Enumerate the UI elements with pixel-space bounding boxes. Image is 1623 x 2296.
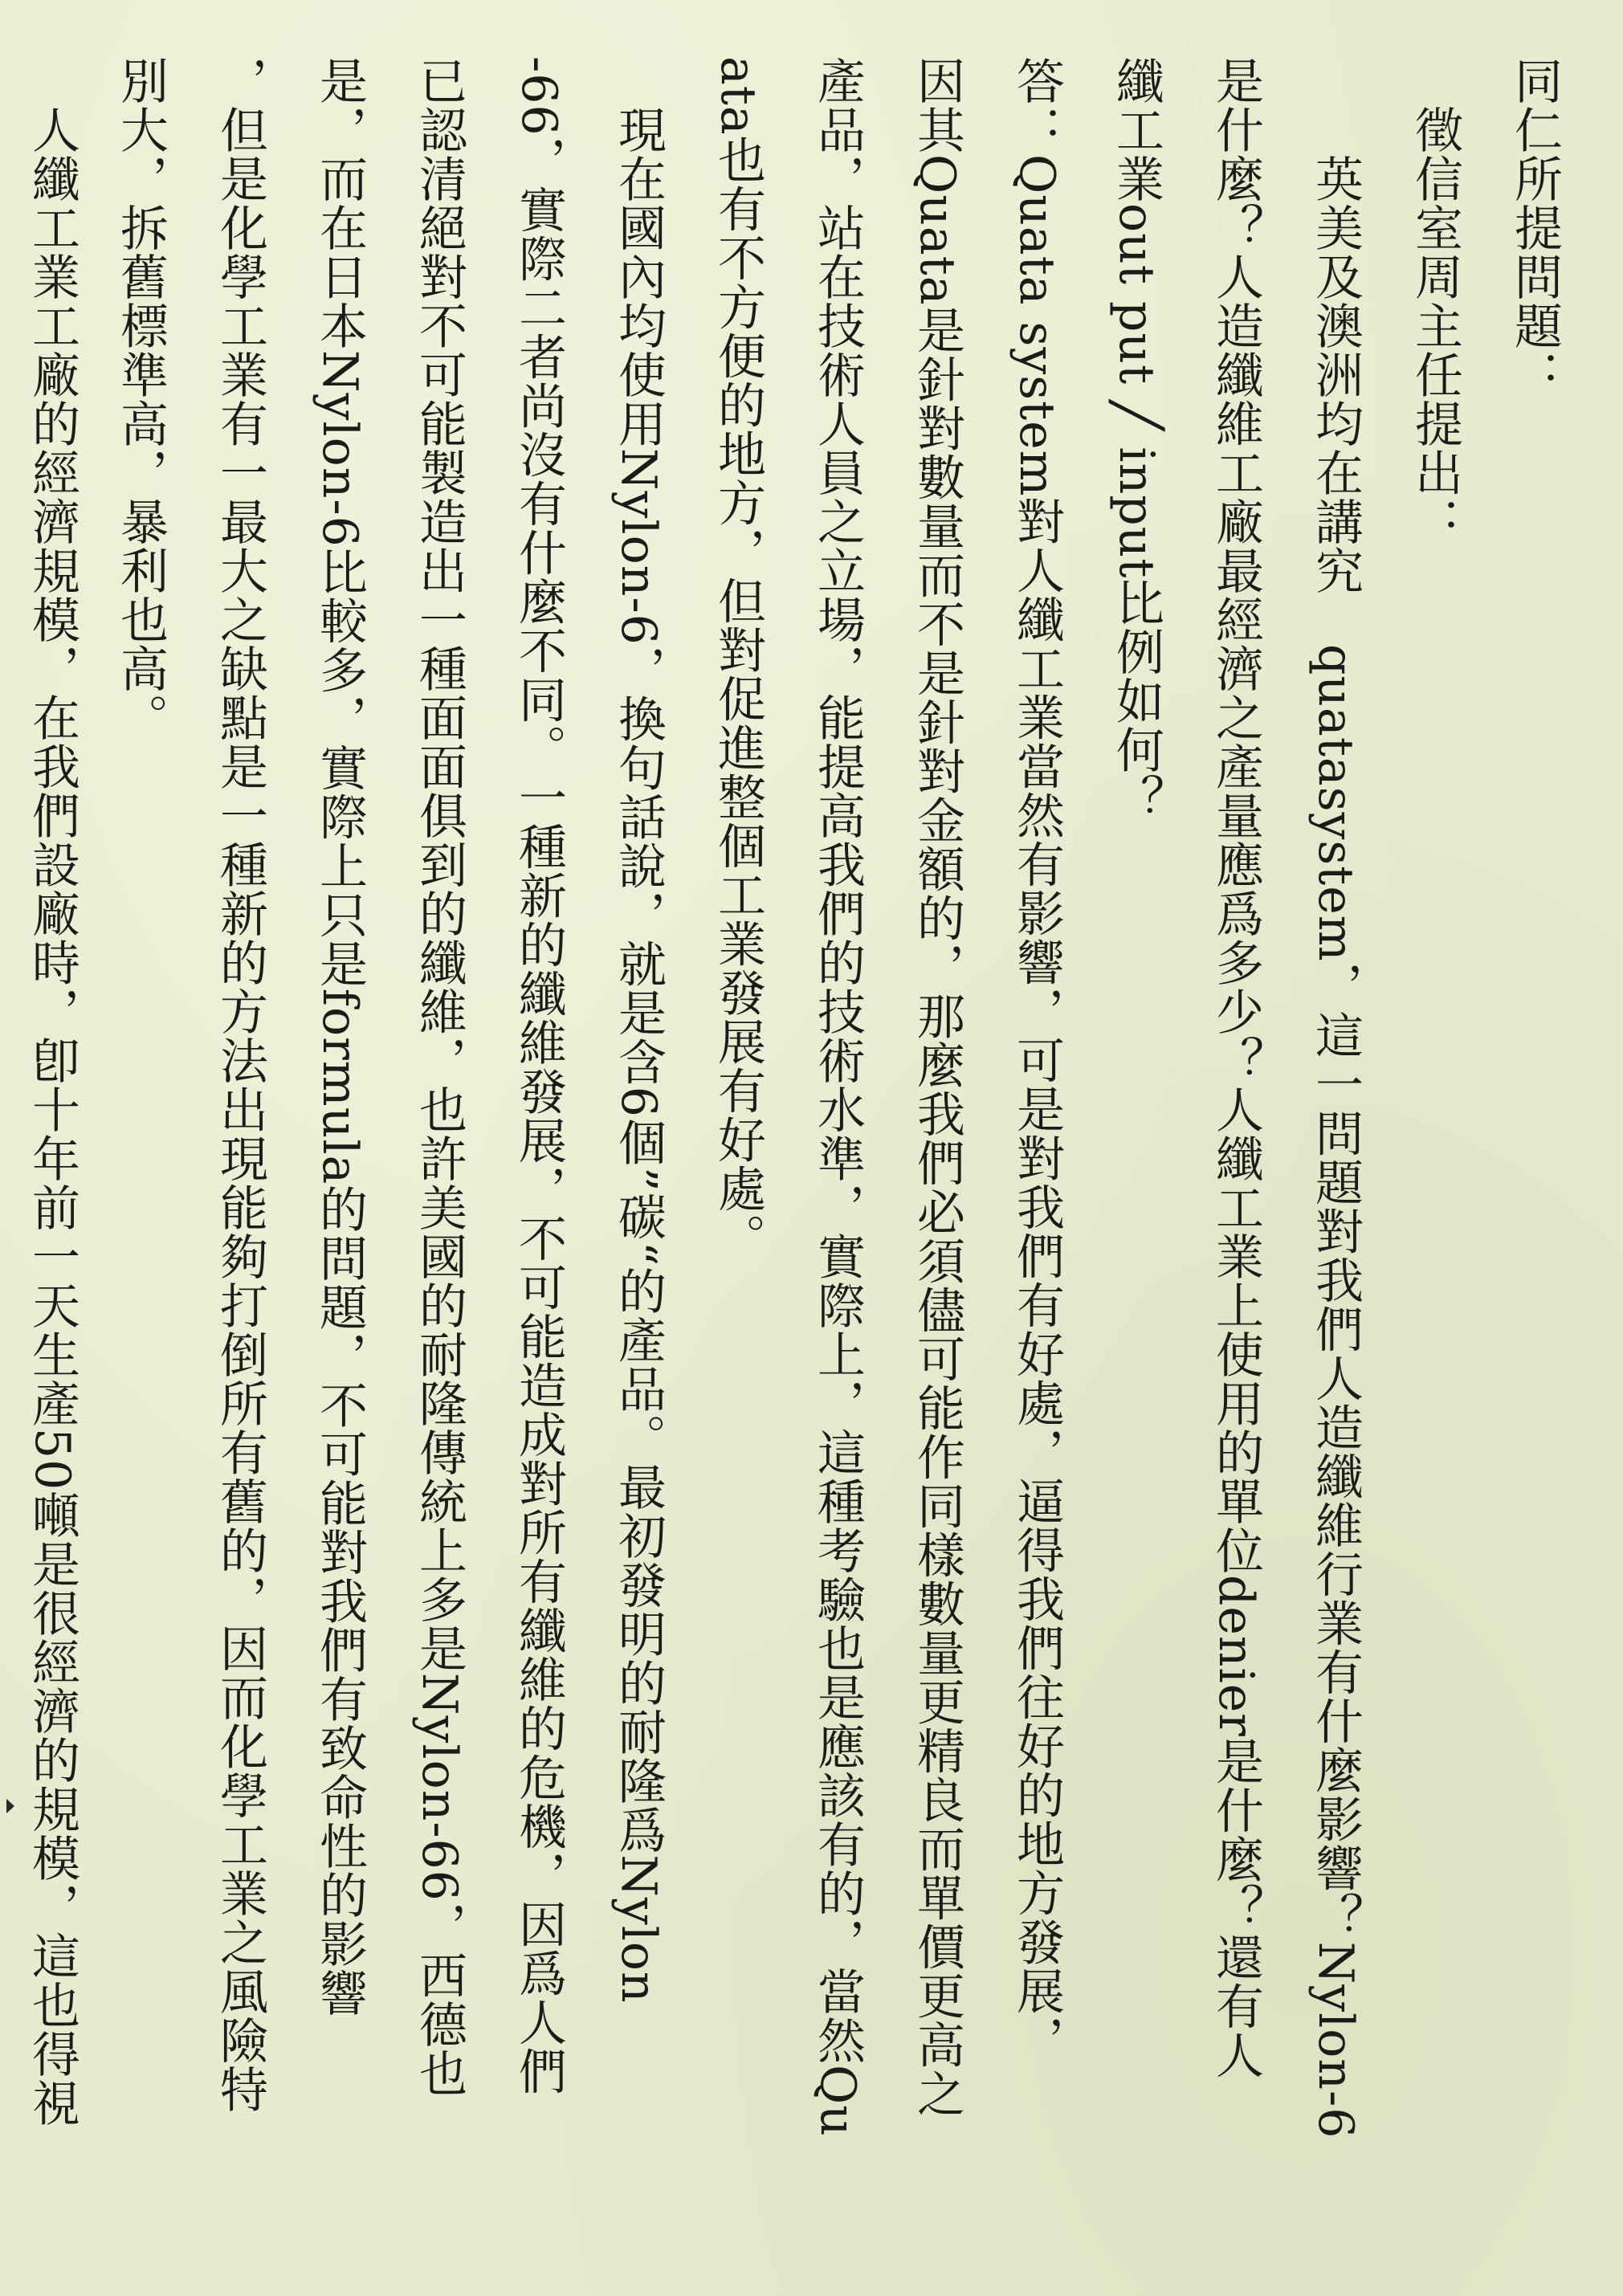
document-heading: 同仁所提問題： [1507, 56, 1563, 399]
text-line: 人纖工業工廠的經濟規模，在我們設廠時，卽十年前一天生產50噸是很經濟的規模，這也得視 [24, 56, 80, 2128]
text-line: ，但是化學工業有一最大之缺點是一種新的方法出現能夠打倒所有舊的，因而化學工業之風險特 [212, 56, 268, 2114]
text-line: 現在國內均使用Nylon-6，換句話說，就是含6個”碳“的產品。最初發明的耐隆爲Nylon [610, 56, 667, 2004]
text-line: 別大，拆舊標準高，暴利也高。 [112, 56, 169, 742]
text-line: 產品，站在技術人員之立場，能提高我們的技術水準，實際上，這種考驗也是應該有的，當然Qu [809, 56, 866, 2137]
text-line: 因其Quata是針對數量而不是針對金額的，那麼我們必須儘可能作同樣數量更精良而單價更高之 [909, 56, 965, 2119]
text-line: 已認清絕對不可能製造出一種面面俱到的纖維，也許美國的耐隆傳統上多是Nylon-66，西德也 [411, 56, 467, 2098]
text-line: 是，而在日本Nylon-6比較多，實際上只是formula的問題，不可能對我們有致命性的影響 [312, 56, 368, 2018]
text-line: ata也有不方便的地方，但對促進整個工業發展有好處。 [710, 56, 766, 1262]
text-line: -66，實際二者尚沒有什麼不同。一種新的纖維發展，不可能造成對所有纖維的危機，因爲人們 [511, 56, 567, 2096]
text-line: 徵信室周主任提出： [1407, 56, 1463, 546]
text-line: 答：Quata system對人纖工業當然有影響，可是對我們有好處，逼得我們往好的地方發展， [1009, 56, 1065, 2065]
text-line: 纖工業out put ╱ input比例如何？ [1108, 56, 1164, 824]
text-line: 是什麼？人造纖維工廠最經濟之產量應爲多少？人纖工業上使用的單位denier是什麼？還有人 [1208, 56, 1264, 2080]
text-line: 英美及澳洲均在講究 quatasystem，這一問題對我們人造纖維行業有什麼影響？Nylon-6 [1307, 56, 1364, 2139]
